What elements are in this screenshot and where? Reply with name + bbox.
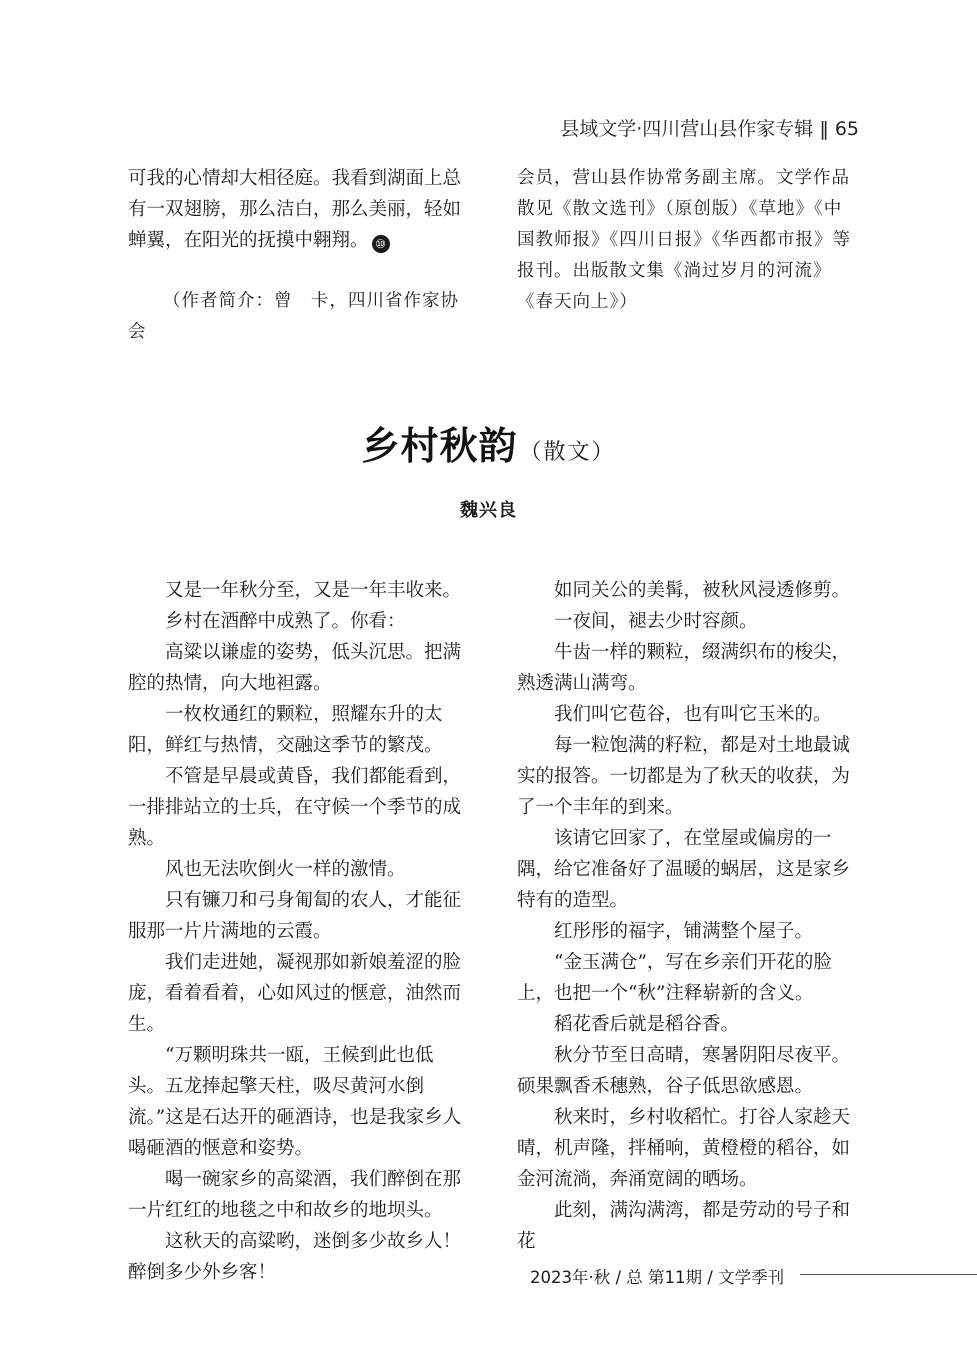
issue-footer: 2023年·秋 / 总 第11期 / 文学季刊 [530,1268,785,1287]
paragraph: 如同关公的美髯，被秋风浸透修剪。 [554,580,851,601]
article-title [0,415,977,470]
paragraph: 不管是早晨或黄昏，我们都能看到，一排排站立的士兵，在守候一个季节的成熟。 [128,766,462,849]
author-bio-start: （作者简介：曾 卡，四川省作家协会 [128,291,459,342]
paragraph: 牛齿一样的颗粒，缀满织布的梭尖，熟透满山满弯。 [517,642,851,694]
article-title-main: 乡村秋韵 [361,423,518,468]
end-mark-icon: ⑩ [372,235,390,253]
article-genre: （散文） [519,440,616,465]
paragraph: 只有镰刀和弓身匍匐的农人，才能征服那一片片满地的云霞。 [128,890,462,942]
paragraph: 我们走进她，凝视那如新娘羞涩的脸庞，看着看着，心如风过的惬意，油然而生。 [128,952,462,1035]
footer-rule [800,1274,977,1275]
section-title: 县域文学·四川营山县作家专辑 [560,118,814,140]
paragraph: 红彤彤的福字，铺满整个屋子。 [554,921,814,942]
paragraph: 稻花香后就是稻谷香。 [554,1014,740,1035]
article-author: 魏兴良 [460,500,517,521]
paragraph: 一夜间，褪去少时容颜。 [554,611,758,632]
article-col2 [517,575,859,1257]
paragraph: “万颗明珠共一瓯，王候到此也低头。五龙捧起擎天柱，吸尽黄河水倒流。”这是石达开的砸酒诗，也是我家乡人喝砸酒的惬意和姿势。 [128,1045,462,1159]
paragraph: 乡村在酒醉中成熟了。你看： [165,611,406,632]
paragraph: 此刻，满沟满湾，都是劳动的号子和花 [517,1200,851,1252]
paragraph: 高粱以谦虚的姿势，低头沉思。把满腔的热情，向大地袒露。 [128,642,462,694]
paragraph: 这秋天的高粱哟，迷倒多少故乡人！醉倒多少外乡客！ [128,1231,462,1283]
article-col1 [128,575,470,1288]
running-header [560,114,859,141]
paragraph: 喝一碗家乡的高粱酒，我们醉倒在那一片红红的地毯之中和故乡的地坝头。 [128,1169,462,1221]
paragraph: 我们叫它苞谷，也有叫它玉米的。 [554,704,832,725]
page-number: 65 [834,118,859,140]
paragraph: 每一粒饱满的籽粒，都是对土地最诚实的报答。一切都是为了秋天的收获，为了一个丰年的到来。 [517,735,851,818]
header-separator: ‖ [819,118,829,140]
paragraph: 又是一年秋分至，又是一年丰收来。 [165,580,462,601]
author-bio-continued: 会员，营山县作协常务副主席。文学作品散见《散文选刊》（原创版）《草地》《中国教师报》《四川日报》《华西都市报》等报刊。出版散文集《淌过岁月的河流》《春天向上》） [517,168,851,312]
paragraph: 秋来时，乡村收稻忙。打谷人家趁天晴，机声隆，拌桶响，黄橙橙的稻谷，如金河流淌，奔涌宽阔的晒场。 [517,1107,851,1190]
paragraph: 一枚枚通红的颗粒，照耀东升的太阳，鲜红与热情，交融这季节的繁茂。 [128,704,443,756]
paragraph: 该请它回家了，在堂屋或偏房的一隅，给它准备好了温暖的蜗居，这是家乡特有的造型。 [517,828,851,911]
paragraph: “金玉满仓”，写在乡亲们开花的脸上，也把一个“秋”注释崭新的含义。 [517,952,832,1004]
prev-article-col2 [517,163,859,318]
prev-article-paragraph: 可我的心情却大相径庭。我看到湖面上总有一双翅膀，那么洁白，那么美丽，轻如蝉翼，在阳光的抚摸中翱翔。 ⑩ [128,168,462,251]
paragraph: 秋分节至日高晴，寒暑阴阳尽夜平。硕果飘香禾穗熟，谷子低思欲感恩。 [517,1045,851,1097]
prev-article-col1 [128,163,470,348]
paragraph: 风也无法吹倒火一样的激情。 [165,859,406,880]
